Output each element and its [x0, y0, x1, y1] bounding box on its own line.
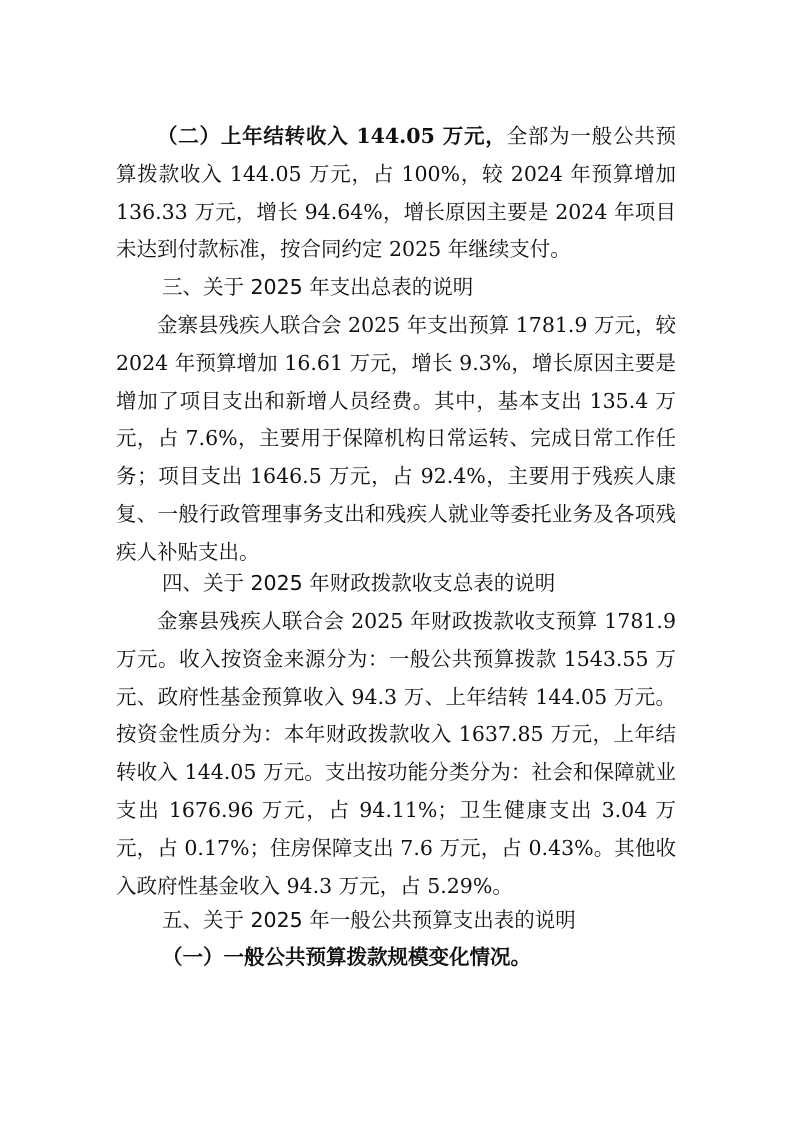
carryover-paragraph	[116, 118, 676, 269]
expenditure-heading: 三、关于 2025 年支出总表的说明	[162, 275, 474, 299]
expenditure-paragraph: 金寨县残疾人联合会 2025 年支出预算 1781.9 万元，较 2024 年预算增加 16.61 万元，增长 9.3%，增长原因主要是增加了项目支出和新增人员经费。其中，基本支出 135.4 万元，占 7.6%，主要用于保障机构日常运转、完成日常工作任务；项目支出 1646.5 万元，占 92.4%，主要用于残疾人康复、一般行政管理事务支出和残疾人就业等委托业务及各项残疾人补贴支出。	[116, 313, 676, 564]
general-subheading: （一）一般公共预算拨款规模变化情况。	[162, 945, 531, 969]
carryover-lead: （二）上年结转收入 144.05 万元，	[157, 124, 507, 148]
general-heading: 五、关于 2025 年一般公共预算支出表的说明	[162, 908, 576, 932]
fiscal-heading: 四、关于 2025 年财政拨款收支总表的说明	[162, 571, 556, 595]
carryover-body: 全部为一般公共预算拨款收入 144.05 万元，占 100%，较 2024 年预算增加 136.33 万元，增长 94.64%，增长原因主要是 2024 年项目未达到付款标准，按合同约定 2025 年继续支付。	[116, 124, 676, 262]
fiscal-paragraph: 金寨县残疾人联合会 2025 年财政拨款收支预算 1781.9 万元。收入按资金来源分为：一般公共预算拨款 1543.55 万元、政府性基金预算收入 94.3 万、上年结转 144.05 万元。按资金性质分为：本年财政拨款收入 1637.85 万元，上年结转收入 144.05 万元。支出按功能分类分为：社会和保障就业支出 1676.96 万元，占 94.11%；卫生健康支出 3.04 万元，占 0.17%；住房保障支出 7.6 万元，占 0.43%。其他收入政府性基金收入 94.3 万元，占 5.29%。	[116, 609, 676, 898]
